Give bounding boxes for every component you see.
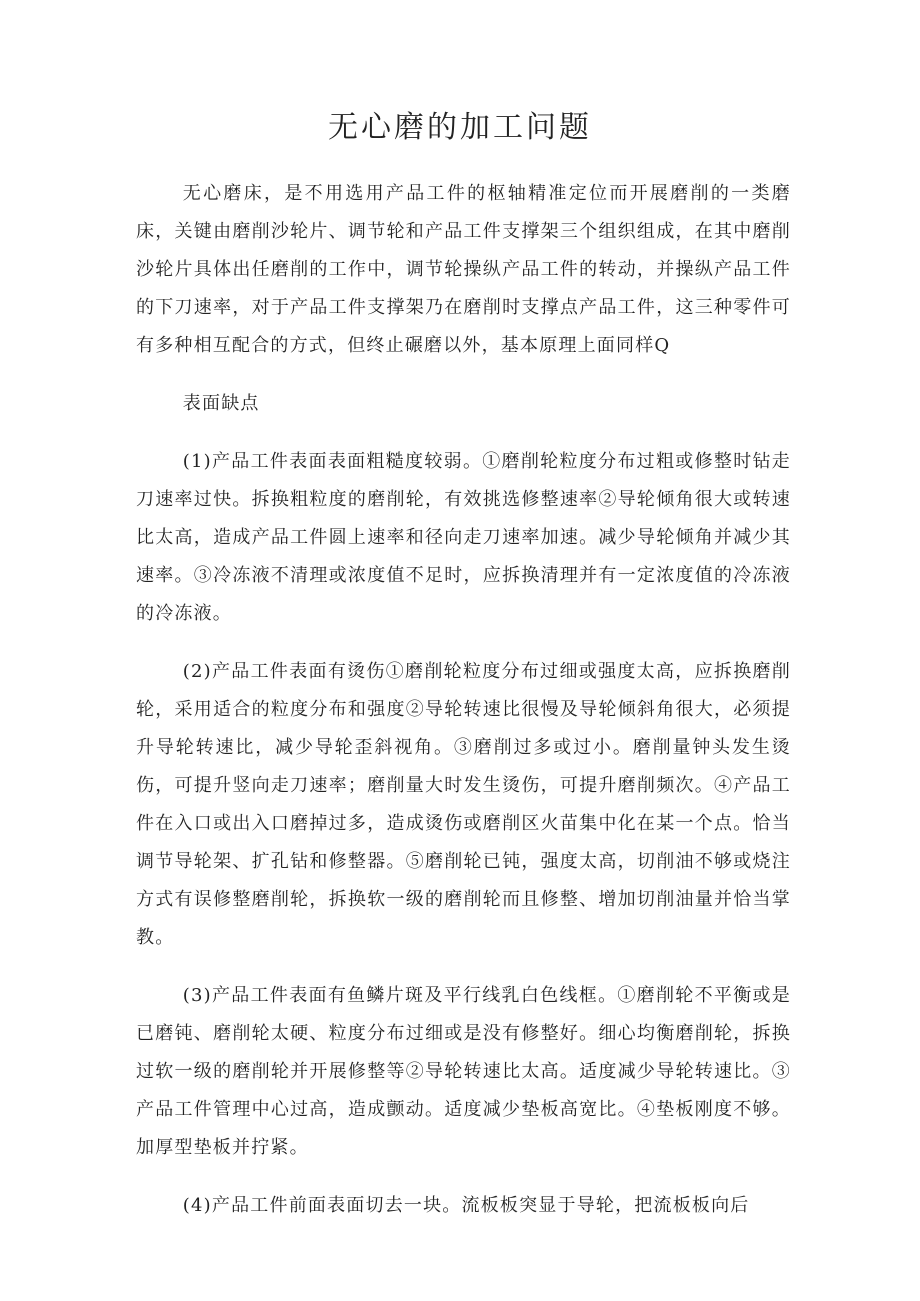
paragraph-intro: 无心磨床，是不用选用产品工件的枢轴精准定位而开展磨削的一类磨床，关键由磨削沙轮片、调节轮和产品工件支撑架三个组织组成，在其中磨削沙轮片具体出任磨削的工作中，调节轮操纵产品工件的转动，并操纵产品工件的下刀速率，对于产品工件支撑架乃在磨削时支撑点产品工件，这三种零件可有多种相互配合的方式，但终止碾磨以外，基本原理上面同样Q: [136, 183, 791, 356]
document-body: [136, 175, 791, 1245]
section-heading: 表面缺点: [182, 393, 260, 414]
paragraph-item-2: (2)产品工件表面有烫伤①磨削轮粒度分布过细或强度太高，应拆换磨削轮，采用适合的粒度分布和强度②导轮转速比很慢及导轮倾斜角很大，必须提升导轮转速比，减少导轮歪斜视角。③磨削过多或过小。磨削量钟头发生烫伤，可提升竖向走刀速率；磨削量大时发生烫伤，可提升磨削频次。④产品工件在入口或出入口磨掉过多，造成烫伤或磨削区火苗集中化在某一个点。恰当调节导轮架、扩孔钻和修整器。⑤磨削轮已钝，强度太高，切削油不够或烧注方式有误修整磨削轮，拆换软一级的磨削轮而且修整、增加切削油量并恰当掌教。: [136, 661, 791, 948]
paragraph-item-3: (3)产品工件表面有鱼鳞片斑及平行线乳白色线框。①磨削轮不平衡或是已磨钝、磨削轮太硬、粒度分布过细或是没有修整好。细心均衡磨削轮，拆换过软一级的磨削轮并开展修整等②导轮转速比太高。适度减少导轮转速比。③产品工件管理中心过高，造成颤动。适度减少垫板高宽比。④垫板刚度不够。加厚型垫板并拧紧。: [136, 985, 791, 1158]
page-title: 无心磨的加工问题: [328, 110, 592, 145]
paragraph-item-1: (1)产品工件表面表面粗糙度较弱。①磨削轮粒度分布过粗或修整时钻走刀速率过快。拆换粗粒度的磨削轮，有效挑选修整速率②导轮倾角很大或转速比太高，造成产品工件圆上速率和径向走刀速率加速。减少导轮倾角并减少其速率。③冷冻液不清理或浓度值不足时，应拆换清理并有一定浓度值的冷冻液的冷冻液。: [136, 451, 791, 624]
paragraph-item-4: (4)产品工件前面表面切去一块。流板板突显于导轮，把流板板向后: [182, 1195, 750, 1216]
